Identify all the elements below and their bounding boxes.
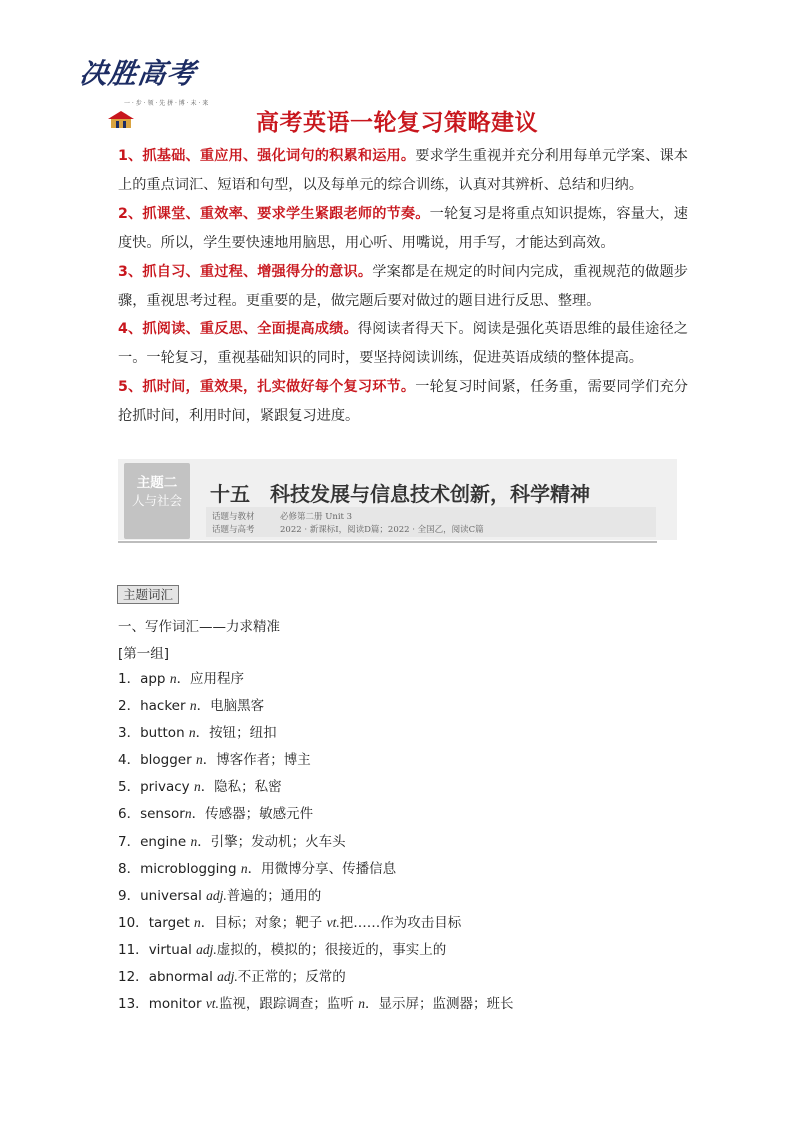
meta-row: [212, 510, 352, 522]
vocab-meaning: ．隐私；私密: [200, 779, 282, 796]
vocab-meaning: 普遍的；通用的: [226, 887, 322, 904]
advice-item: [118, 315, 688, 373]
vocab-word: virtual: [148, 941, 192, 958]
meta-key: 话题与高考: [212, 525, 255, 535]
vocab-meaning: ．目标；对象；靶子: [200, 914, 327, 931]
theme-label: 主题二: [136, 475, 178, 491]
vocab-list: [118, 668, 513, 1020]
vocab-meaning: ．按钮；纽扣: [195, 725, 277, 742]
vocab-item: [118, 668, 513, 695]
advice-text: 得阅读者得天下。阅读是强化英语思维的最佳途径之一。一轮复习，重视基础知识的同时，要坚持阅读训练，促进英语成绩的整体提高。: [118, 321, 688, 367]
vocab-meaning: ．电脑黑客: [196, 698, 265, 715]
document-title: 高考英语一轮复习策略建议: [256, 110, 538, 136]
part-of-speech: n: [240, 860, 248, 876]
vocab-item: [118, 912, 513, 939]
advice-highlight: 4、抓阅读、重反思、全面提高成绩。: [118, 321, 358, 338]
vocab-meaning: 不正常的；反常的: [237, 969, 346, 986]
part-of-speech: n: [189, 698, 197, 714]
part-of-speech: n: [194, 914, 201, 930]
vocab-item: [118, 939, 513, 966]
advice-highlight: 5、抓时间，重效果，扎实做好每个复习环节。: [118, 379, 416, 396]
vocab-num: 2．: [118, 698, 141, 715]
part-of-speech: vt.: [205, 996, 219, 1012]
part-of-speech: n: [169, 671, 177, 686]
topic-meta: [206, 507, 656, 537]
logo-slogan: 一 · 步 · 领 · 先 拼 · 博 · 未 · 来: [124, 100, 209, 107]
vocab-item: [118, 776, 513, 803]
vocab-meaning: 把……作为攻击目标: [339, 914, 462, 931]
theme-tag: [124, 463, 190, 539]
vocab-word: target: [148, 914, 190, 931]
advice-text: 一轮复习时间紧，任务重，需要同学们充分抢抓时间，利用时间，紧跟复习进度。: [118, 379, 688, 425]
vocab-num: 8．: [118, 860, 141, 877]
advice-section: [118, 142, 688, 431]
vocab-meaning: ．引擎；发动机；火车头: [197, 833, 346, 850]
vocab-meaning: 虚拟的，模拟的；很接近的，事实上的: [216, 941, 447, 958]
advice-item: [118, 258, 688, 316]
logo-text: 决胜高考: [77, 57, 199, 90]
vocab-item: [118, 966, 513, 993]
vocab-item: [118, 993, 513, 1020]
part-of-speech: adj.: [196, 941, 217, 957]
part-of-speech: n: [184, 806, 192, 822]
advice-item: [118, 142, 688, 200]
vocab-word: sensor: [140, 806, 185, 823]
advice-text: 要求学生重视并充分利用每单元学案、课本上的重点词汇、短语和句型，以及每单元的综合训练，认真对其辨析、总结和归纳。: [118, 148, 688, 193]
part-of-speech: n: [188, 725, 196, 741]
advice-highlight: 1、抓基础、重应用、强化词句的积累和运用。: [118, 148, 416, 164]
vocab-num: 13．: [118, 996, 149, 1013]
part-of-speech: vt.: [326, 914, 340, 930]
vocab-word: engine: [140, 833, 187, 850]
vocab-item: [118, 803, 513, 830]
meta-key: 话题与教材: [212, 512, 255, 522]
vocab-word: blogger: [140, 752, 192, 769]
advice-text: 一轮复习是将重点知识提炼，容量大，速度快。所以，学生要快速地用脑思，用心听、用嘴说，用手写，才能达到高效。: [118, 205, 688, 251]
vocab-num: 7．: [118, 833, 141, 850]
vocab-num: 11．: [118, 941, 149, 958]
part-of-speech: n: [358, 996, 365, 1012]
part-of-speech: n: [193, 779, 201, 795]
vocab-word: hacker: [140, 698, 186, 715]
vocab-item: [118, 722, 513, 749]
vocab-num: 1．: [118, 671, 141, 687]
section-tag: 主题词汇: [117, 585, 179, 604]
vocab-meaning: ．显示屏；监测器；班长: [364, 996, 514, 1013]
vocab-meaning: ．博客作者；博主: [202, 752, 311, 769]
banner-divider: [118, 541, 657, 543]
vocab-meaning: ．应用程序: [176, 671, 245, 687]
advice-text: 学案都是在规定的时间内完成，重视规范的做题步骤，重视思考过程。更重要的是，做完题后要对做过的题目进行反思、整理。: [118, 263, 688, 309]
part-of-speech: adj.: [206, 887, 227, 903]
vocab-word: privacy: [140, 779, 190, 796]
meta-row: [212, 523, 484, 535]
section-heading: 一、写作词汇——力求精准: [118, 619, 280, 635]
advice-item: [118, 373, 688, 431]
part-of-speech: adj.: [217, 969, 238, 985]
vocab-meaning: 监视，跟踪调查；监听: [218, 996, 359, 1013]
advice-highlight: 2、抓课堂、重效率、要求学生紧跟老师的节奏。: [118, 205, 430, 222]
vocab-word: universal: [140, 887, 202, 904]
vocab-word: monitor: [148, 996, 202, 1013]
vocab-word: abnormal: [148, 969, 213, 986]
vocab-num: 10．: [118, 914, 149, 931]
unit-banner: [118, 459, 677, 540]
advice-highlight: 3、抓自习、重过程、增强得分的意识。: [118, 263, 373, 280]
vocab-item: [118, 831, 513, 858]
vocab-item: [118, 749, 513, 776]
vocab-word: microblogging: [140, 860, 237, 877]
vocab-num: 9．: [118, 887, 141, 904]
vocab-num: 12．: [118, 969, 149, 986]
advice-item: [118, 200, 688, 258]
vocab-item: [118, 858, 513, 885]
meta-value: 2022 · 新课标Ⅰ，阅读D篇；2022 · 全国乙，阅读C篇: [280, 525, 484, 535]
group-label: [第一组]: [118, 646, 170, 662]
subtheme-label: 人与社会: [131, 493, 182, 508]
vocab-meaning: ．用微博分享、传播信息: [247, 860, 397, 877]
unit-title: 十五 科技发展与信息技术创新，科学精神: [210, 482, 590, 506]
part-of-speech: n: [190, 833, 198, 849]
meta-value: 必修第二册 Unit 3: [280, 512, 353, 522]
vocab-num: 6．: [118, 806, 141, 823]
vocab-word: button: [140, 725, 185, 742]
vocab-num: 4．: [118, 752, 141, 769]
vocab-num: 3．: [118, 725, 141, 742]
vocab-meaning: ．传感器；敏感元件: [191, 806, 314, 823]
vocab-item: [118, 885, 513, 912]
part-of-speech: n: [195, 752, 203, 768]
vocab-item: [118, 695, 513, 722]
vocab-num: 5．: [118, 779, 141, 796]
vocab-word: app: [140, 671, 166, 687]
